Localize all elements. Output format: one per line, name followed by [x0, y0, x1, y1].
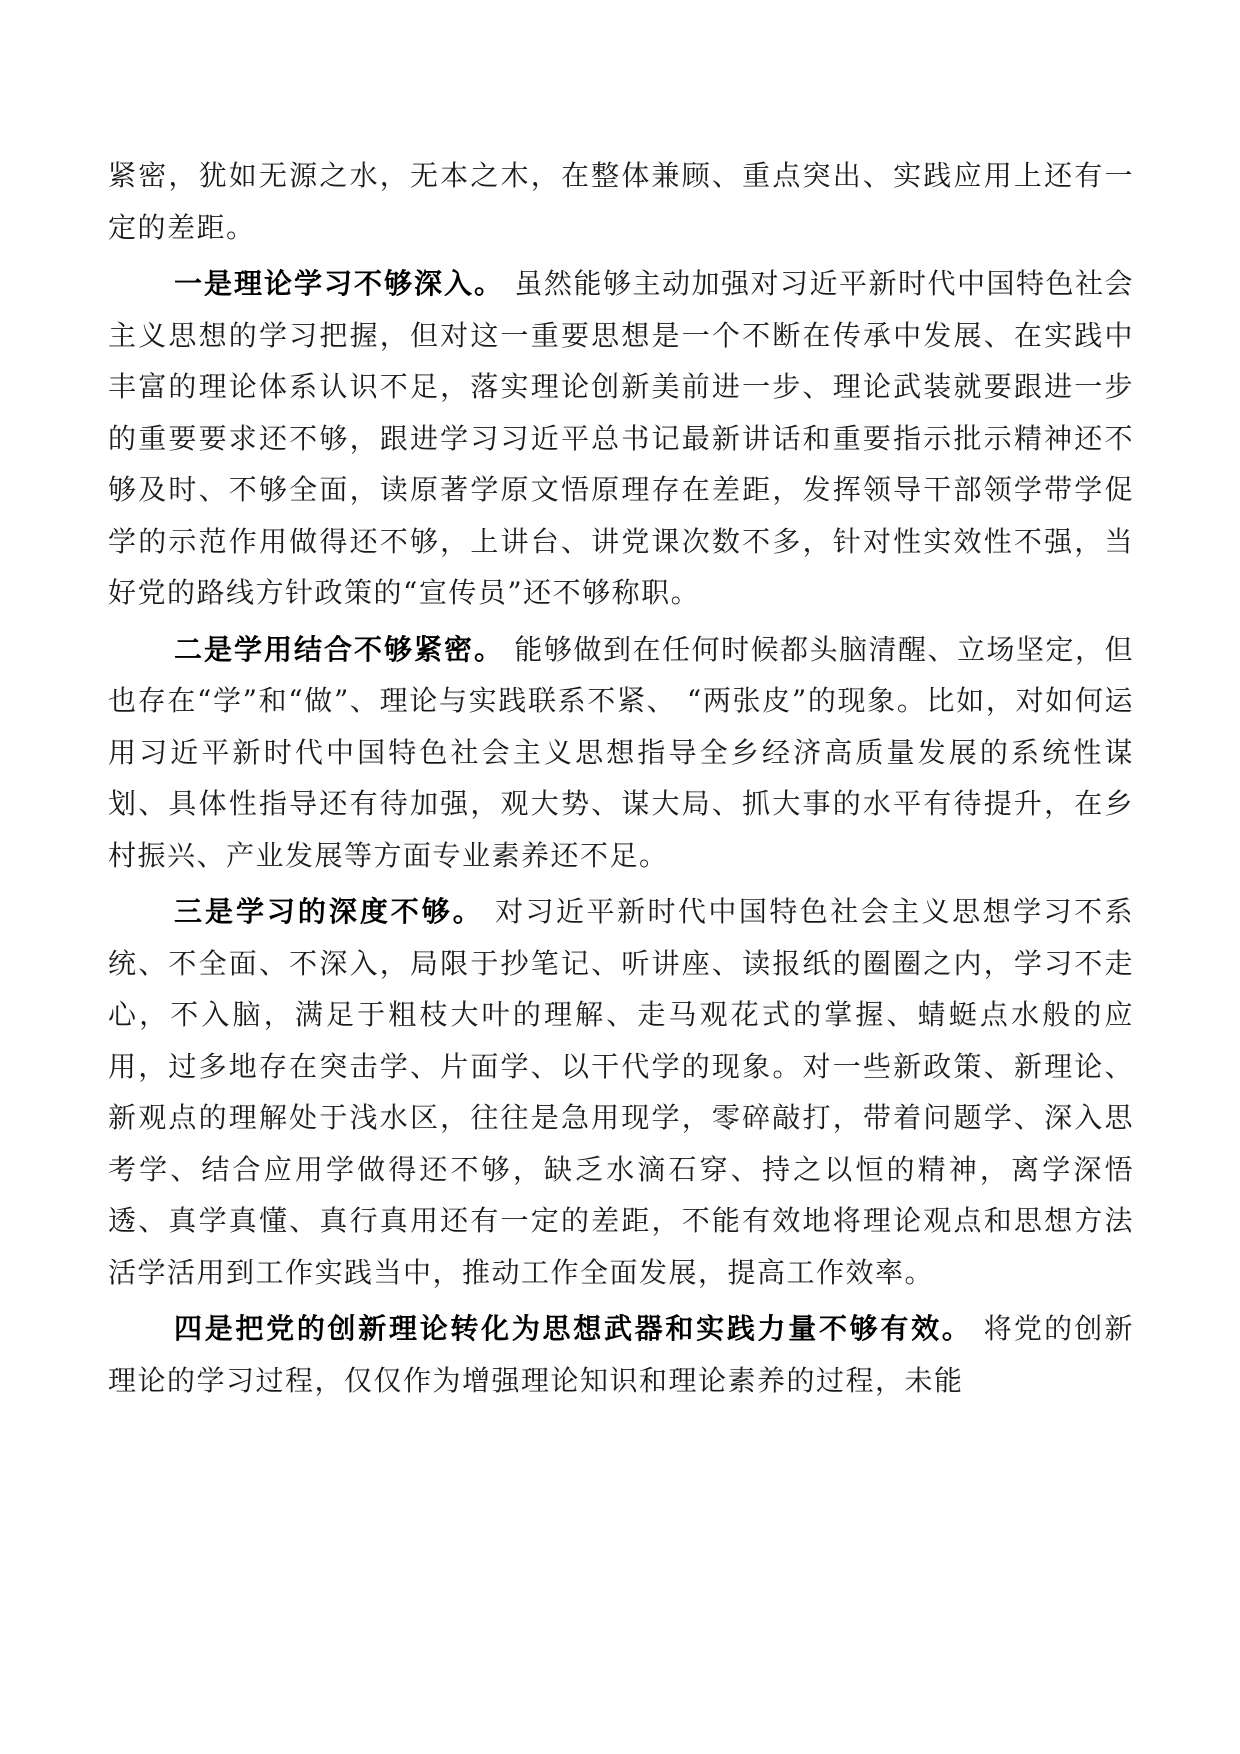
paragraph-theory-study [108, 258, 1134, 619]
paragraph-heading: 一是理论学习不够深入。 [174, 267, 505, 300]
paragraph-text: 能够做到在任何时候都头脑清醒、立场坚定，但也存在“学”和“做”、理论与实践联系不紧、 “两张皮”的现象。比如，对如何运用习近平新时代中国特色社会主义思想指导全乡经济高质量发展的系统性谋划、具体性指导还有待加强，观大势、谋大局、抓大事的水平有待提升，在乡村振兴、产业发展等方面专业素养还不足。 [108, 632, 1134, 872]
paragraph-heading: 三是学习的深度不够。 [174, 895, 484, 928]
paragraph-text: 虽然能够主动加强对习近平新时代中国特色社会主义思想的学习把握，但对这一重要思想是一个不断在传承中发展、在实践中丰富的理论体系认识不足，落实理论创新美前进一步、理论武装就要跟进一步的重要要求还不够，跟进学习习近平总书记最新讲话和重要指示批示精神还不够及时、不够全面，读原著学原文悟原理存在差距，发挥领导干部领学带学促学的示范作用做得还不够，上讲台、讲党课次数不多，针对性实效性不强，当好党的路线方针政策的“宣传员”还不够称职。 [108, 267, 1134, 609]
paragraph-study-depth [108, 886, 1134, 1298]
paragraph-text: 将党的创新理论的学习过程，仅仅作为增强理论知识和理论素养的过程，未能 [108, 1312, 1134, 1397]
paragraph-text: 紧密，犹如无源之水，无本之木，在整体兼顾、重点突出、实践应用上还有一定的差距。 [108, 159, 1134, 244]
paragraph-theory-transformation [108, 1303, 1134, 1406]
paragraph-continuation [108, 150, 1134, 253]
paragraph-heading: 四是把党的创新理论转化为思想武器和实践力量不够有效。 [174, 1312, 973, 1345]
paragraph-text: 对习近平新时代中国特色社会主义思想学习不系统、不全面、不深入，局限于抄笔记、听讲座、读报纸的圈圈之内，学习不走心，不入脑，满足于粗枝大叶的理解、走马观花式的掌握、蜻蜓点水般的应用，过多地存在突击学、片面学、以干代学的现象。对一些新政策、新理论、新观点的理解处于浅水区，往往是急用现学，零碎敲打，带着问题学、深入思考学、结合应用学做得还不够，缺乏水滴石穿、持之以恒的精神，离学深悟透、真学真懂、真行真用还有一定的差距，不能有效地将理论观点和思想方法活学活用到工作实践当中，推动工作全面发展，提高工作效率。 [108, 895, 1134, 1289]
paragraph-study-application [108, 624, 1134, 882]
document-body [108, 150, 1134, 1411]
paragraph-heading: 二是学用结合不够紧密。 [174, 632, 505, 666]
